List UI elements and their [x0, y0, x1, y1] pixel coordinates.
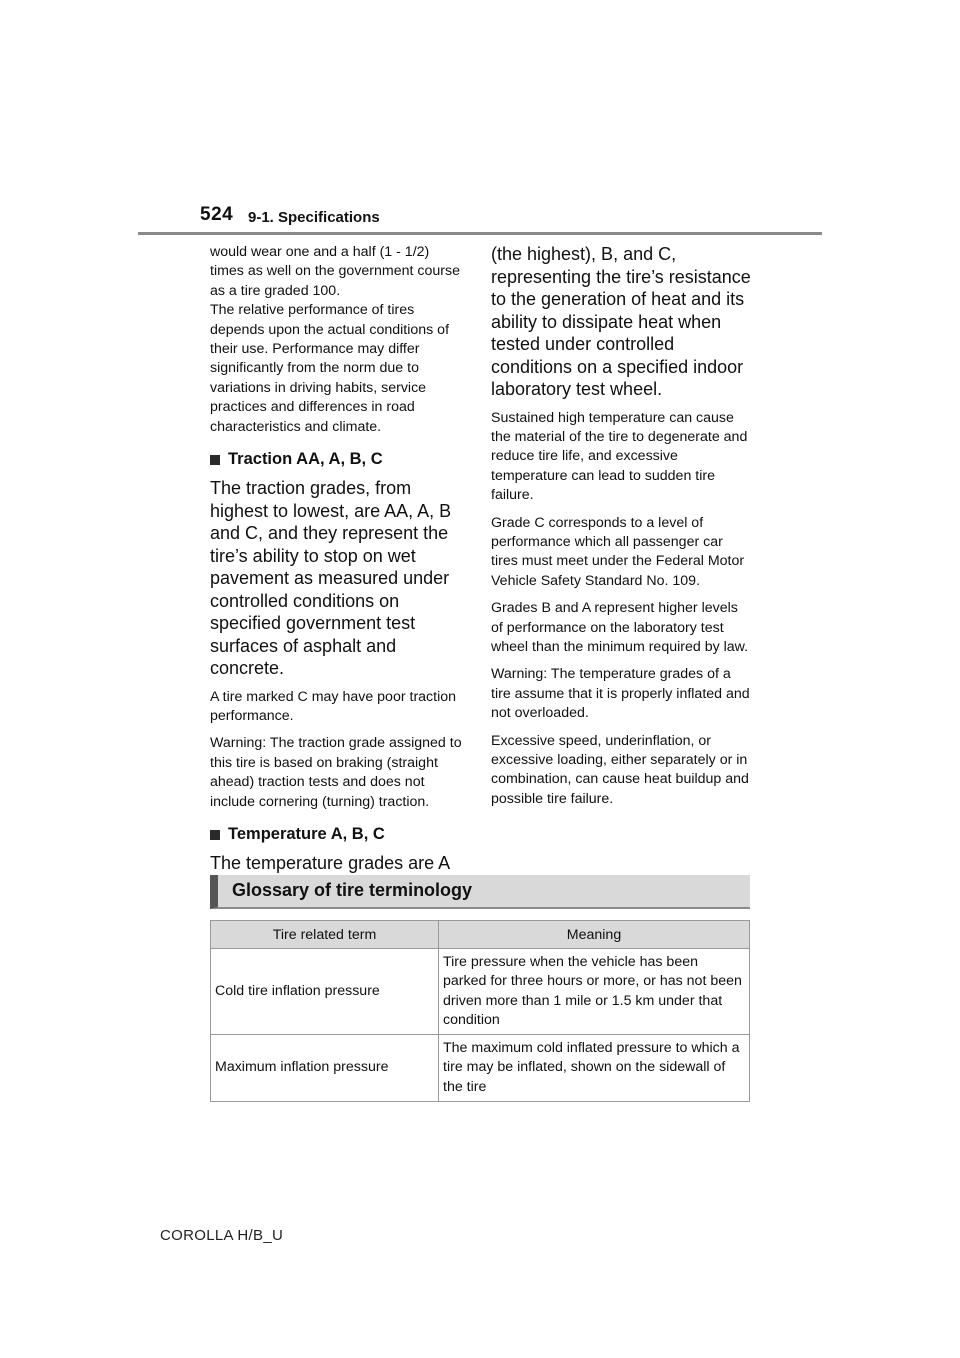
column-header: Meaning — [439, 921, 750, 949]
temperature-heading — [210, 825, 466, 844]
table-header-row — [211, 921, 750, 949]
paragraph: The traction grades, from highest to lowest, are AA, A, B and C, and they represent the tire’s ability to stop on wet pavement as measured under controlled conditions on specified government test surfaces of asphalt and concrete. — [210, 478, 452, 679]
paragraph: Grades B and A represent higher levels of performance on the laboratory test wheel than the minimum required by law. — [491, 600, 749, 655]
page-number: 524 — [200, 204, 234, 225]
paragraph: Excessive speed, underinflation, or excessive loading, either separately or in combination, can cause heat buildup and possible tire failure. — [491, 732, 749, 807]
glossary-title: Glossary of tire terminology — [232, 880, 473, 900]
meaning-cell: Tire pressure when the vehicle has been parked for three hours or more, or has not been driven more than 1 mile or 1.5 km under that condition — [439, 949, 750, 1035]
right-column — [491, 243, 751, 809]
paragraph: Warning: The temperature grades of a tire assume that it is properly inflated and not overloaded. — [491, 666, 750, 722]
left-column — [210, 243, 466, 875]
paragraph: Sustained high temperature can cause the material of the tire to degenerate and reduce tire life, and excessive temperature can lead to sudden tire failure. — [491, 409, 748, 504]
column-header: Tire related term — [211, 921, 439, 949]
header-rule — [138, 232, 822, 235]
term-cell: Cold tire inflation pressure — [211, 949, 439, 1035]
paragraph: Grade C corresponds to a level of performance which all passenger car tires must meet under the Federal Motor Vehicle Safety Standard No. 109. — [491, 514, 745, 589]
paragraph: A tire marked C may have poor traction performance. — [210, 688, 457, 724]
paragraph: The temperature grades are A — [210, 853, 451, 873]
term-cell: Maximum inflation pressure — [211, 1035, 439, 1102]
meaning-cell: The maximum cold inflated pressure to which a tire may be inflated, shown on the sidewall of the tire — [439, 1035, 750, 1102]
paragraph: would wear one and a half (1 - 1/2) times as well on the government course as a tire graded 100. — [210, 244, 460, 299]
traction-heading — [210, 450, 466, 469]
table-row — [211, 1035, 750, 1102]
table-row — [211, 949, 750, 1035]
glossary-table — [210, 920, 750, 1102]
bullet-square-icon — [210, 830, 220, 840]
footer-model: COROLLA H/B_U — [160, 1227, 284, 1244]
paragraph: The relative performance of tires depends upon the actual conditions of their use. Performance may differ significantly from the norm due to variations in driving habits, service practices and differences in road characteristics and climate. — [210, 302, 450, 435]
paragraph: (the highest), B, and C, representing the tire’s resistance to the generation of heat and its ability to dissipate heat when tested under controlled conditions on a specified indoor laboratory test wheel. — [491, 244, 751, 399]
heading-text: Traction AA, A, B, C — [228, 450, 383, 469]
bullet-square-icon — [210, 455, 220, 465]
paragraph: Warning: The traction grade assigned to this tire is based on braking (straight ahead) traction tests and does not include cornering (turning) traction. — [210, 735, 462, 810]
heading-text: Temperature A, B, C — [228, 825, 385, 843]
glossary-heading-bar — [210, 875, 750, 909]
section-title: 9-1. Specifications — [248, 209, 380, 226]
